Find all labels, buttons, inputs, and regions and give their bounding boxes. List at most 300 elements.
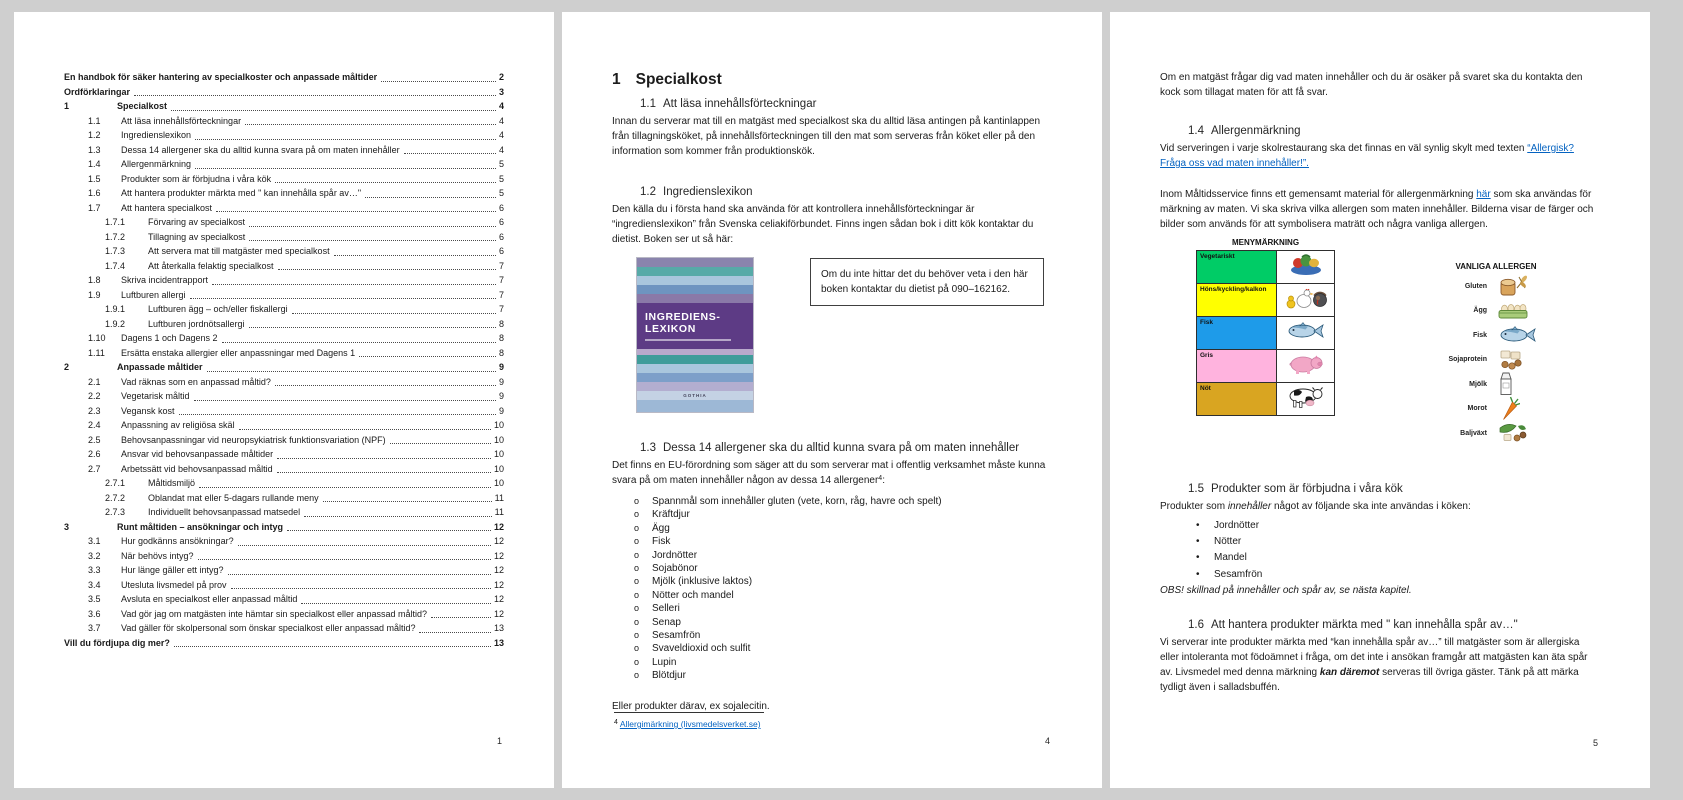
toc-entry-number: 1	[64, 101, 70, 111]
toc-entry	[64, 215, 504, 230]
section-1-5-paragraph	[1160, 499, 1600, 514]
common-allergen-row	[1421, 397, 1571, 422]
page1-content	[14, 12, 554, 788]
allergen-14-list	[612, 495, 1052, 683]
toc-entry-page: 9	[498, 405, 504, 416]
common-allergen-icon-cell	[1498, 302, 1532, 320]
page-number-4: 4	[1044, 736, 1050, 746]
toc-entry-page: 5	[498, 159, 504, 169]
section-title: Att hantera produkter märkta med " kan innehålla spår av…"	[1211, 619, 1518, 632]
allergen-label: Fisk	[652, 536, 671, 548]
common-allergen-row	[1421, 348, 1571, 373]
allergen-label: Sesamfrön	[652, 630, 701, 642]
toc-entry	[64, 201, 504, 216]
circle-bullet: o	[634, 589, 640, 600]
toc-entry-label: Att servera mat till matgäster med specialkost	[148, 246, 330, 256]
toc-entry	[64, 70, 504, 85]
menu-marking-row	[1197, 251, 1335, 284]
allergen-label: Jordnötter	[652, 549, 698, 561]
toc-entry	[64, 621, 504, 636]
vegetables-icon	[1288, 254, 1324, 276]
fish-icon	[1498, 326, 1538, 344]
toc-entry-number: 3.3	[88, 565, 101, 575]
toc-entry-page: 7	[498, 260, 504, 271]
allergen-list-item	[634, 549, 1052, 562]
toc-dotted-leader	[231, 588, 491, 589]
toc-entry-number: 1.9	[88, 289, 101, 300]
toc-entry	[64, 273, 504, 288]
menu-category-icon-cell	[1277, 317, 1335, 350]
toc-dotted-leader	[275, 182, 496, 183]
toc-entry	[64, 418, 504, 433]
toc-entry-page: 5	[498, 188, 504, 198]
toc-dotted-leader	[249, 226, 496, 227]
section-1-1-paragraph: Innan du serverar mat till en matgäst med specialkost ska du alltid läsa antingen på kantinlappen från tillagningsköket, på innehållsförteckningen till den mat som serveras från köket eller på den information som kommer från produktionskök.	[612, 116, 1041, 157]
allergen-closing-line: Eller produkter därav, ex sojalecitin.	[612, 700, 770, 712]
circle-bullet: o	[634, 549, 640, 560]
toc-entry-label: Hur länge gäller ett intyg?	[121, 565, 224, 575]
toc-entry	[64, 505, 504, 520]
document-page-2	[562, 12, 1102, 788]
fish-icon	[1286, 322, 1326, 340]
menu-category-label: Höns/kyckling/kalkon	[1197, 284, 1277, 317]
toc-dotted-leader	[216, 211, 496, 212]
dot-bullet: •	[1196, 535, 1200, 547]
toc-entry-label: Specialkost	[117, 101, 168, 111]
toc-entry-page: 7	[498, 304, 504, 314]
allergen-list-item	[634, 656, 1052, 669]
toc-dotted-leader	[190, 298, 496, 299]
toc-entry-label: Måltidsmiljö	[148, 478, 196, 488]
book-subtitle-decor	[645, 339, 731, 341]
circle-bullet: o	[634, 563, 640, 574]
common-allergen-icon-cell	[1498, 396, 1532, 422]
menu-marking-table	[1196, 250, 1335, 416]
common-allergens-block	[1421, 262, 1571, 446]
toc-entry	[64, 534, 504, 549]
toc-dotted-leader	[249, 240, 496, 241]
toc-dotted-leader	[334, 255, 496, 256]
toc-entry	[64, 114, 504, 129]
toc-entry-label: Ingredienslexikon	[121, 130, 192, 140]
allergen-label: Mjölk (inklusive laktos)	[652, 576, 753, 588]
allergen-list-item	[634, 589, 1052, 602]
toc-entry	[64, 99, 504, 114]
forbidden-product-label: Nötter	[1214, 535, 1242, 547]
toc-entry	[64, 375, 504, 390]
toc-entry-page: 13	[493, 637, 504, 648]
toc-dotted-leader	[134, 95, 496, 96]
menu-marking-row	[1197, 284, 1335, 317]
forbidden-product-label: Jordnötter	[1214, 519, 1260, 531]
toc-entry-page: 9	[498, 362, 504, 372]
circle-bullet: o	[634, 616, 640, 627]
toc-entry-number: 3.7	[88, 623, 101, 633]
book-title-line2: LEXIKON	[645, 323, 696, 335]
text-segment: :	[882, 475, 885, 486]
carrot-icon	[1498, 396, 1520, 422]
allergen-label: Spannmål som innehåller gluten (vete, korn, råg, havre och spelt)	[652, 496, 942, 507]
toc-entry-label: Luftburen ägg – och/eller fiskallergi	[148, 304, 288, 314]
toc-entry-page: 12	[493, 565, 504, 575]
toc-entry-number: 1.11	[88, 347, 105, 358]
toc-entry-page: 8	[498, 333, 504, 343]
section-title: Ingredienslexikon	[663, 186, 753, 198]
page3-content	[1110, 12, 1650, 788]
circle-bullet: o	[634, 536, 640, 547]
toc-entry-page: 9	[498, 376, 504, 387]
allergen-label: Nötter och mandel	[652, 589, 734, 601]
toc-dotted-leader	[287, 530, 491, 531]
toc-entry-label: Vill du fördjupa dig mer?	[64, 637, 170, 648]
section-heading-1-2	[640, 185, 1052, 199]
toc-entry-label: Anpassade måltider	[117, 362, 203, 372]
toc-entry-label: Avsluta en specialkost eller anpassad måltid	[121, 594, 298, 604]
section-number: 1.1	[640, 98, 656, 110]
section-heading-1-4	[1188, 124, 1600, 138]
toc-dotted-leader	[419, 632, 491, 633]
book-and-infobox-row	[636, 257, 1052, 413]
toc-entry-label: Produkter som är förbjudna i våra kök	[121, 173, 272, 184]
allergen-list-item	[634, 616, 1052, 629]
toc-entry-number: 1.7.4	[105, 260, 126, 271]
poultry-icon	[1285, 286, 1327, 310]
menu-category-icon-cell	[1277, 350, 1335, 383]
toc-entry-label: Vad gäller för skolpersonal som önskar specialkost eller anpassad måltid?	[121, 623, 416, 633]
bread-icon	[1498, 273, 1528, 299]
toc-entry-number: 2.5	[88, 434, 101, 445]
toc-dotted-leader	[171, 110, 496, 111]
toc-entry	[64, 259, 504, 274]
legume-icon	[1498, 422, 1528, 444]
menu-category-label: Nöt	[1197, 383, 1277, 416]
toc-entry-number: 1.7.3	[105, 246, 126, 256]
footnote-text	[614, 718, 764, 732]
common-allergen-row	[1421, 372, 1571, 397]
footnote-separator	[614, 712, 764, 713]
toc-entry-label: Tillagning av specialkost	[148, 231, 246, 242]
toc-dotted-leader	[195, 139, 496, 140]
toc-entry-label: Allergenmärkning	[121, 159, 192, 169]
toc-entry-page: 2	[498, 72, 504, 82]
toc-entry-number: 1.7	[88, 202, 101, 213]
toc-entry-label: Vad gör jag om matgästen inte hämtar sin specialkost eller anpassad måltid?	[121, 608, 427, 619]
toc-entry-label: Runt måltiden – ansökningar och intyg	[117, 521, 284, 532]
toc-entry	[64, 244, 504, 259]
menu-category-icon-cell	[1277, 383, 1335, 416]
toc-dotted-leader	[431, 617, 491, 618]
common-allergen-row	[1421, 274, 1571, 299]
forbidden-product-item	[1196, 550, 1600, 566]
toc-entry-page: 4	[498, 130, 504, 140]
section-number: 1.2	[640, 186, 656, 198]
toc-dotted-leader	[404, 153, 496, 154]
toc-entry-label: Att hantera produkter märkta med " kan innehålla spår av…"	[121, 188, 362, 198]
menu-category-label: Fisk	[1197, 317, 1277, 350]
toc-dotted-leader	[194, 400, 496, 401]
toc-entry-label: Vegansk kost	[121, 405, 175, 416]
toc-entry	[64, 128, 504, 143]
toc-entry-number: 1.9.1	[105, 304, 126, 314]
toc-dotted-leader	[198, 559, 491, 560]
section-number: 1.4	[1188, 125, 1204, 137]
toc-entry-label: Luftburen allergi	[121, 289, 186, 300]
toc-entry-page: 5	[498, 173, 504, 184]
toc-entry-number: 1.10	[88, 333, 106, 343]
dot-bullet: •	[1196, 519, 1200, 531]
allergen-list-item	[634, 522, 1052, 535]
toc-entry-page: 7	[498, 275, 504, 285]
document-page-3	[1110, 12, 1650, 788]
toc-entry-page: 4	[498, 144, 504, 155]
allergen-label: Lupin	[652, 656, 677, 668]
toc-dotted-leader	[249, 327, 496, 328]
table-of-contents	[64, 70, 504, 650]
common-allergen-label: Baljväxt	[1460, 429, 1487, 437]
toc-entry-number: 1.6	[88, 188, 101, 198]
text-segment: Produkter som	[1160, 500, 1228, 512]
allergen-list-item	[634, 669, 1052, 682]
toc-entry-label: Att återkalla felaktig specialkost	[148, 260, 274, 271]
chapter-number: 1	[612, 71, 621, 88]
toc-entry-page: 10	[493, 434, 504, 445]
common-allergen-label: Morot	[1467, 405, 1487, 413]
eggs-icon	[1498, 302, 1528, 320]
toc-entry	[64, 462, 504, 477]
toc-entry-label: Arbetssätt vid behovsanpassad måltid	[121, 463, 273, 474]
toc-entry	[64, 186, 504, 201]
text-segment: något av följande ska inte användas i köken:	[1271, 500, 1471, 512]
toc-entry	[64, 288, 504, 303]
allergen-label: Svaveldioxid och sulfit	[652, 643, 751, 655]
toc-entry-label: Ersätta enstaka allergier eller anpassningar med Dagens 1	[121, 347, 356, 358]
section-title: Dessa 14 allergener ska du alltid kunna svara på om maten innehåller	[663, 442, 1020, 454]
section-number: 1.6	[1188, 619, 1204, 632]
text-segment: kan däremot	[1319, 667, 1380, 679]
toc-entry-label: Att läsa innehållsförteckningar	[121, 115, 242, 126]
common-allergen-label: Mjölk	[1469, 380, 1487, 388]
menu-category-icon-cell	[1277, 284, 1335, 317]
common-allergen-icon-cell	[1498, 371, 1532, 397]
toc-entry-number: 3.5	[88, 594, 101, 604]
intro-paragraph: Om en matgäst frågar dig vad maten innehåller och du är osäker på svaret ska du kontakta den kock som tillagat maten för att få svar.	[1160, 72, 1583, 98]
toc-entry-label: Oblandat mat eller 5-dagars rullande meny	[148, 492, 319, 503]
toc-entry-number: 1.7.1	[105, 217, 126, 227]
section-title: Allergenmärkning	[1211, 125, 1301, 137]
toc-entry	[64, 578, 504, 593]
toc-entry	[64, 520, 504, 535]
toc-dotted-leader	[292, 313, 496, 314]
toc-entry-label: Dessa 14 allergener ska du alltid kunna svara på om maten innehåller	[121, 144, 400, 155]
toc-dotted-leader	[179, 414, 496, 415]
toc-dotted-leader	[222, 342, 496, 343]
common-allergen-row	[1421, 323, 1571, 348]
common-allergen-label: Gluten	[1464, 282, 1487, 290]
toc-entry-label: Utesluta livsmedel på prov	[121, 579, 227, 590]
toc-entry	[64, 230, 504, 245]
toc-entry-number: 2.3	[88, 405, 101, 416]
toc-entry-number: 1.5	[88, 173, 101, 184]
section-1-2-paragraph: Den källa du i första hand ska använda för att kontrollera innehållsförteckningar är “ingredienslexikon” från Svenska celiakiförbundet. Finns ingen sådan bok i ditt kök kontaktar du dietist. Boken ser ut så här:	[612, 204, 1034, 245]
toc-entry-label: Ansvar vid behovsanpassade måltider	[121, 449, 274, 459]
toc-dotted-leader	[238, 545, 491, 546]
toc-entry-page: 9	[498, 391, 504, 401]
material-paragraph	[1160, 187, 1600, 232]
allergen-label: Selleri	[652, 603, 680, 615]
toc-entry-label: Individuellt behovsanpassad matsedel	[148, 507, 301, 517]
allergen-graphic	[1196, 238, 1600, 446]
circle-bullet: o	[634, 643, 640, 654]
dot-bullet: •	[1196, 568, 1200, 580]
toc-entry-label: När behövs intyg?	[121, 550, 194, 561]
common-allergen-label: Ägg	[1473, 307, 1487, 315]
toc-entry-page: 12	[493, 536, 504, 546]
toc-dotted-leader	[277, 458, 491, 459]
allergen-label: Ägg	[652, 522, 670, 534]
toc-dotted-leader	[278, 269, 496, 270]
text-segment: Inom Måltidsservice finns ett gemensamt material för allergenmärkning	[1160, 189, 1477, 200]
dot-bullet: •	[1196, 552, 1200, 564]
toc-entry-number: 3.1	[88, 536, 101, 546]
text-segment: Vid serveringen i varje skolrestaurang ska det finnas en väl synlig skylt med texten	[1160, 143, 1528, 154]
toc-dotted-leader	[390, 443, 491, 444]
toc-entry-number: 3.4	[88, 579, 101, 590]
toc-entry-page: 6	[498, 246, 504, 256]
toc-entry-page: 10	[493, 463, 504, 474]
common-allergen-icon-cell	[1498, 349, 1532, 371]
toc-entry-page: 8	[498, 318, 504, 329]
toc-entry-label: Vegetarisk måltid	[121, 391, 190, 401]
menu-marking-row	[1197, 317, 1335, 350]
section-1-3-paragraph	[612, 458, 1052, 489]
menu-marking-row	[1197, 350, 1335, 383]
toc-entry	[64, 549, 504, 564]
toc-entry-number: 1.2	[88, 130, 101, 140]
soy-icon	[1498, 349, 1524, 371]
toc-dotted-leader	[275, 385, 496, 386]
circle-bullet: o	[634, 670, 640, 681]
toc-entry	[64, 172, 504, 187]
page2-content	[562, 12, 1102, 788]
toc-entry	[64, 346, 504, 361]
menu-category-label: Vegetariskt	[1197, 251, 1277, 284]
toc-dotted-leader	[199, 487, 491, 488]
toc-entry-page: 7	[498, 289, 504, 300]
allergen-label: Senap	[652, 616, 681, 628]
dietist-infobox: Om du inte hittar det du behöver veta i den här boken kontaktar du dietist på 090–162162.	[810, 258, 1044, 306]
section-1-4-paragraph	[1160, 141, 1600, 171]
toc-dotted-leader	[245, 124, 496, 125]
section-number: 1.5	[1188, 482, 1204, 495]
toc-entry	[64, 636, 504, 651]
menu-marking-title: MENYMÄRKNING	[1231, 238, 1300, 247]
toc-dotted-leader	[301, 603, 491, 604]
ingredienslexikon-book-cover	[636, 257, 754, 413]
section-1-6-paragraph	[1160, 635, 1600, 695]
toc-dotted-leader	[212, 284, 496, 285]
toc-entry-number: 1.8	[88, 275, 101, 285]
forbidden-product-label: Mandel	[1214, 552, 1247, 564]
allergen-list-item	[634, 535, 1052, 548]
toc-entry-number: 1.7.2	[105, 231, 126, 242]
toc-entry-label: Behovsanpassningar vid neuropsykiatrisk funktionsvariation (NPF)	[121, 434, 386, 445]
allergisk-sign-link[interactable]: “Allergisk? Fråga oss vad maten innehåller!”.	[1160, 143, 1574, 169]
page-number-5: 5	[1592, 738, 1598, 748]
circle-bullet: o	[634, 509, 640, 520]
toc-entry-label: Att hantera specialkost	[121, 202, 213, 213]
toc-entry-number: 3	[64, 521, 70, 532]
allergen-list-item	[634, 575, 1052, 588]
toc-entry-page: 13	[493, 623, 504, 633]
milk-icon	[1498, 371, 1514, 397]
common-allergen-icon-cell	[1498, 326, 1532, 344]
common-allergen-icon-cell	[1498, 422, 1532, 444]
page-number-1: 1	[496, 736, 502, 746]
toc-entry-page: 6	[498, 231, 504, 242]
allergen-list-item	[634, 562, 1052, 575]
toc-entry-number: 2.7.1	[105, 478, 126, 488]
menu-marking-block	[1196, 238, 1335, 446]
toc-entry-page: 10	[493, 449, 504, 459]
menu-marking-row	[1197, 383, 1335, 416]
book-title-band	[637, 303, 753, 349]
toc-entry-label: Dagens 1 och Dagens 2	[121, 333, 218, 343]
toc-entry-page: 4	[498, 101, 504, 111]
toc-entry-label: Skriva incidentrapport	[121, 275, 209, 285]
toc-entry-number: 3.2	[88, 550, 101, 561]
circle-bullet: o	[634, 576, 640, 587]
toc-dotted-leader	[195, 168, 496, 169]
toc-dotted-leader	[174, 646, 491, 647]
har-link[interactable]: här	[1476, 189, 1491, 200]
section-heading-1-6	[1188, 618, 1600, 632]
toc-dotted-leader	[323, 501, 492, 502]
menu-category-icon-cell	[1277, 251, 1335, 284]
toc-entry-page: 4	[498, 115, 504, 126]
toc-entry-page: 12	[493, 608, 504, 619]
allergen-list-item	[634, 495, 1052, 508]
menu-category-label: Gris	[1197, 350, 1277, 383]
toc-entry-label: Ordförklaringar	[64, 86, 131, 97]
toc-entry	[64, 563, 504, 578]
pig-icon	[1288, 354, 1324, 374]
toc-entry-page: 12	[493, 521, 504, 532]
allergimarkning-footnote-link[interactable]: Allergimärkning (livsmedelsverket.se)	[619, 719, 761, 729]
toc-entry-label: Luftburen jordnötsallergi	[148, 318, 245, 329]
toc-entry-page: 10	[493, 420, 504, 430]
document-page-1	[14, 12, 554, 788]
toc-entry-label: Anpassning av religiösa skäl	[121, 420, 235, 430]
toc-entry	[64, 302, 504, 317]
text-segment: 4	[878, 474, 883, 482]
text-segment: innehåller	[1227, 500, 1272, 512]
toc-entry-number: 2.7.2	[105, 492, 126, 503]
forbidden-product-item	[1196, 518, 1600, 534]
toc-entry-number: 2.6	[88, 449, 101, 459]
cow-icon	[1287, 386, 1325, 408]
book-title-line1: INGREDIENS-	[645, 311, 721, 323]
toc-entry-page: 3	[498, 86, 504, 97]
toc-entry-label: Vad räknas som en anpassad måltid?	[121, 376, 271, 387]
toc-dotted-leader	[304, 516, 492, 517]
common-allergen-row	[1421, 299, 1571, 324]
book-publisher-label: GOTHIA	[637, 391, 753, 400]
circle-bullet: o	[634, 522, 640, 533]
common-allergens-list	[1421, 274, 1571, 446]
allergen-list-item	[634, 642, 1052, 655]
toc-entry	[64, 360, 504, 375]
common-allergen-icon-cell	[1498, 273, 1532, 299]
